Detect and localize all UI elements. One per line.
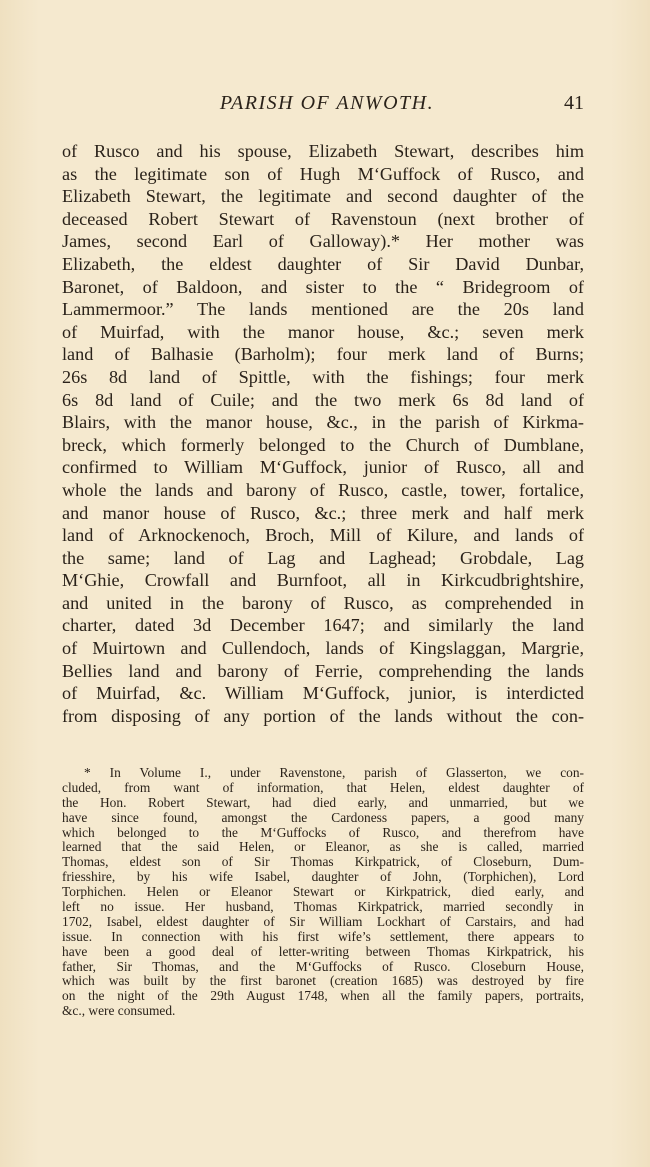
footnote-line: Torphichen. Helen or Eleanor Stewart or Kirkpatrick, died early, and xyxy=(62,885,584,900)
footnote-line: have since found, amongst the Cardoness papers, a good many xyxy=(62,810,584,825)
body-line: land of Balhasie (Barholm); four merk land of Burns; xyxy=(62,344,584,365)
body-line: Lammermoor.” The lands mentioned are the 20s land xyxy=(62,299,584,320)
footnote-line: left no issue. Her husband, Thomas Kirkpatrick, married secondly in xyxy=(62,900,584,915)
body-line: James, second Earl of Galloway).* Her mother was xyxy=(62,231,584,252)
footnote-line: father, Sir Thomas, and the M‘Guffocks of Rusco. Closeburn House, xyxy=(62,959,584,974)
body-line: 6s 8d land of Cuile; and the two merk 6s 8d land of xyxy=(62,389,584,410)
body-line: the same; land of Lag and Laghead; Grobdale, Lag xyxy=(62,547,584,568)
footnote-line: friesshire, by his wife Isabel, daughter of John, (Torphichen), Lord xyxy=(62,870,584,885)
body-line: of Muirfad, with the manor house, &c.; seven merk xyxy=(62,321,584,342)
body-line: of Rusco and his spouse, Elizabeth Stewart, describes him xyxy=(62,141,584,161)
body-line: Elizabeth Stewart, the legitimate and second daughter of the xyxy=(62,186,584,207)
footnote xyxy=(62,766,584,1019)
body-line: Elizabeth, the eldest daughter of Sir David Dunbar, xyxy=(62,253,584,274)
footnote-line: * In Volume I., under Ravenstone, parish of Glasserton, we con- xyxy=(84,766,584,780)
footnote-line: 1702, Isabel, eldest daughter of Sir William Lockhart of Carstairs, and had xyxy=(62,914,584,929)
body-line: Bellies land and barony of Ferrie, comprehending the lands xyxy=(62,660,584,681)
body-line: and manor house of Rusco, &c.; three merk and half merk xyxy=(62,502,584,523)
body-line: from disposing of any portion of the lands without the con- xyxy=(62,705,584,726)
page-header xyxy=(62,92,592,122)
body-line: 26s 8d land of Spittle, with the fishings; four merk xyxy=(62,366,584,387)
body-line: land of Arknockenoch, Broch, Mill of Kilure, and lands of xyxy=(62,525,584,546)
footnote-line: issue. In connection with his first wife’s settlement, there appears to xyxy=(62,929,584,944)
body-line: as the legitimate son of Hugh M‘Guffock of Rusco, and xyxy=(62,163,584,184)
footnote-line: on the night of the 29th August 1748, when all the family papers, portraits, xyxy=(62,989,584,1004)
body-line: and united in the barony of Rusco, as comprehended in xyxy=(62,592,584,613)
body-line: of Muirfad, &c. William M‘Guffock, junior, is interdicted xyxy=(62,683,584,704)
footnote-line: cluded, from want of information, that Helen, eldest daughter of xyxy=(62,780,584,795)
footnote-line: have been a good deal of letter-writing between Thomas Kirkpatrick, his xyxy=(62,944,584,959)
body-line: Baronet, of Baldoon, and sister to the “ Bridegroom of xyxy=(62,276,584,297)
page-number: 41 xyxy=(564,92,584,114)
body-line: Blairs, with the manor house, &c., in the parish of Kirkma- xyxy=(62,412,584,433)
body-line: M‘Ghie, Crowfall and Burnfoot, all in Kirkcudbrightshire, xyxy=(62,570,584,591)
body-line: confirmed to William M‘Guffock, junior of Rusco, all and xyxy=(62,457,584,478)
footnote-line: &c., were consumed. xyxy=(62,1004,176,1019)
footnote-line: learned that the said Helen, or Eleanor, as she is called, married xyxy=(62,840,584,855)
footnote-line: Thomas, eldest son of Sir Thomas Kirkpatrick, of Closeburn, Dum- xyxy=(62,855,584,870)
footnote-line: which was built by the first baronet (creation 1685) was destroyed by fire xyxy=(62,974,584,989)
body-line: deceased Robert Stewart of Ravenstoun (next brother of xyxy=(62,208,584,229)
body-line: of Muirtown and Cullendoch, lands of Kingslaggan, Margrie, xyxy=(62,638,584,659)
body-line: charter, dated 3d December 1647; and similarly the land xyxy=(62,615,584,636)
footnote-line: which belonged to the M‘Guffocks of Rusco, and therefrom have xyxy=(62,825,584,840)
footnote-line: the Hon. Robert Stewart, had died early, and unmarried, but we xyxy=(62,795,584,810)
running-head: PARISH OF ANWOTH. xyxy=(219,92,435,114)
body-line: breck, which formerly belonged to the Church of Dumblane, xyxy=(62,434,584,455)
body-text xyxy=(62,140,584,727)
body-line: whole the lands and barony of Rusco, castle, tower, fortalice, xyxy=(62,479,584,500)
